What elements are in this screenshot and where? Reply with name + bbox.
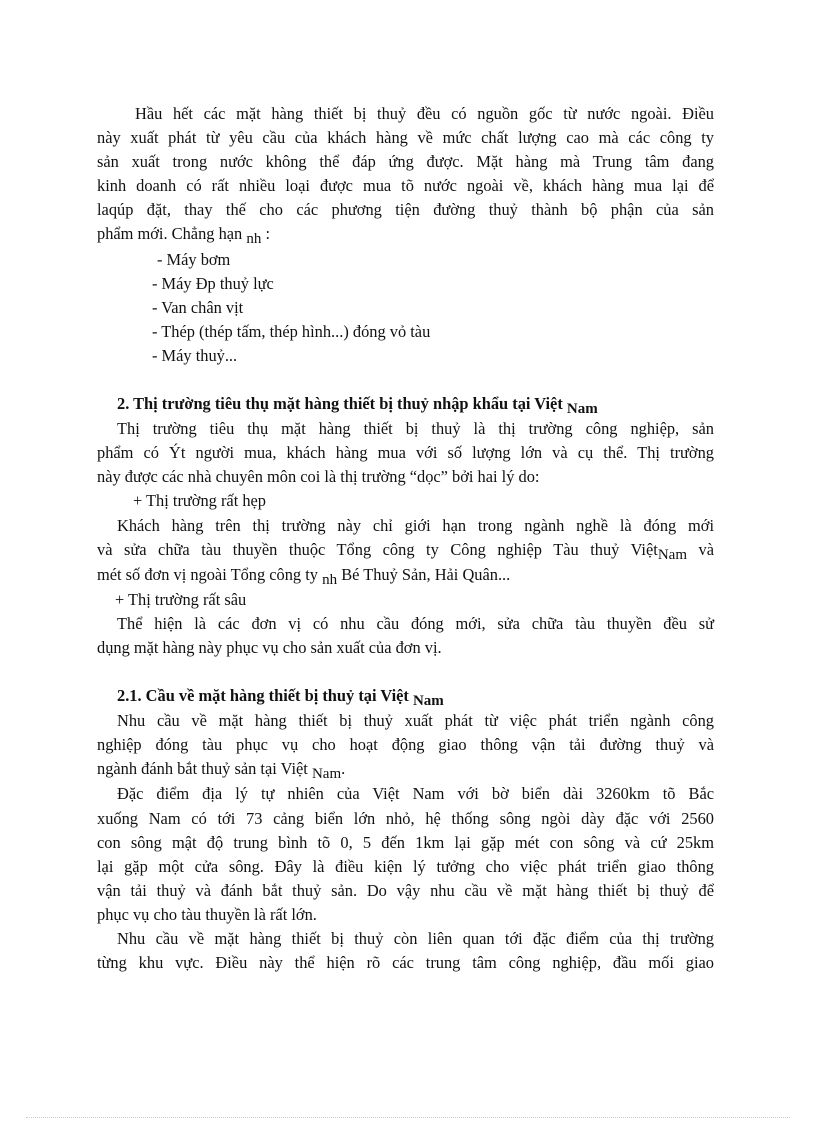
paragraph-geography	[97, 782, 714, 927]
heading-text: 2.1. Cầu về mặt hàng thiết bị thuỷ tại Việt	[117, 686, 409, 706]
list-item: - Thép (thép tấm, thép hình...) đóng vỏ tàu	[152, 321, 431, 341]
paragraph-line: Hầu hết các mặt hàng thiết bị thuỷ đều có nguồn gốc từ nước ngoài. Điều	[135, 104, 714, 123]
subscript-text: nh	[322, 571, 338, 588]
spacer	[97, 660, 714, 684]
paragraph-line: Thị trường tiêu thụ mặt hàng thiết bị thuỷ là thị trường công nghiệp, sản	[117, 419, 714, 439]
text-run: :	[265, 224, 271, 244]
spacer	[97, 368, 714, 392]
paragraph-line: phẩm có Ýt người mua, khách hàng mua với số lượng lớn và cụ thể. Thị trường	[97, 443, 714, 463]
paragraph-line: dụng mặt hàng này phục vụ cho sản xuất của đơn vị.	[97, 637, 442, 657]
paragraph-line	[97, 563, 714, 588]
paragraph-line: sản xuất trong nước không thể đáp ứng được. Mặt hàng mà Trung tâm đang	[97, 152, 714, 172]
subscript-text: Nam	[311, 766, 342, 783]
text-run: phẩm mới. Chẳng hạn	[97, 224, 243, 244]
list-item: - Máy bơm	[157, 249, 231, 269]
text-run: .	[341, 759, 346, 779]
paragraph-line: này xuất phát từ yêu cầu của khách hàng về mức chất lượng cao mà các công ty	[97, 128, 714, 148]
text-run: mét số đơn vị ngoài Tổng công ty	[97, 564, 318, 584]
equipment-list	[97, 248, 714, 368]
subsection-heading	[97, 684, 714, 709]
text-run: và	[687, 539, 714, 559]
paragraph-line: từng khu vực. Điều này thể hiện rõ các trung tâm công nghiệp, đầu mối giao	[97, 953, 714, 973]
paragraph-line	[97, 538, 714, 563]
heading-text: 2. Thị trường tiêu thụ mặt hàng thiết bị thuỷ nhập khẩu tại Việt	[117, 394, 563, 414]
paragraph-line	[97, 222, 714, 247]
bullet-plus: + Thị trường rất sâu	[115, 589, 247, 609]
paragraph-regional	[97, 927, 714, 975]
subscript-text: nh	[246, 231, 262, 248]
paragraph-line: Khách hàng trên thị trường này chỉ giới hạn trong ngành nghề là đóng mới	[117, 515, 714, 535]
paragraph-line: phục vụ cho tàu thuyền là rất lớn.	[97, 904, 317, 924]
subscript-text: Nam	[412, 693, 444, 710]
paragraph-line: Nhu cầu về mặt hàng thiết bị thuỷ xuất phát từ việc phát triển ngành công	[117, 711, 714, 731]
paragraph-line: Thể hiện là các đơn vị có nhu cầu đóng mới, sửa chữa tàu thuyền đều sử	[117, 613, 714, 633]
paragraph-line: lại gặp một cửa sông. Đây là điều kiện lý tưởng cho việc phát triển giao thông	[97, 856, 714, 876]
text-run: Bé Thuỷ Sản, Hải Quân...	[341, 564, 511, 584]
subscript-text: Nam	[657, 546, 687, 563]
list-item: - Máy thuỷ...	[152, 345, 238, 365]
subscript-text: Nam	[566, 401, 598, 418]
paragraph-line: xuống Nam có tới 73 cảng biển lớn nhỏ, hệ thống sông ngòi dày đặc với 2560	[97, 808, 714, 828]
paragraph-line: laqúp đặt, thay thế cho các phương tiện đường thuỷ thành bộ phận của sản	[97, 200, 714, 220]
text-run: ngành đánh bắt thuỷ sản tại Việt	[97, 759, 308, 779]
text-run: và sửa chữa tàu thuyền thuộc Tổng công ty Công nghiệp Tàu thuỷ Việt	[97, 539, 658, 559]
section-heading	[97, 392, 714, 417]
paragraph-line: vận tải thuỷ và đánh bắt thuỷ sản. Do vậy nhu cầu về mặt hàng thiết bị thuỷ để	[97, 880, 714, 900]
paragraph-line: Đặc điểm địa lý tự nhiên của Việt Nam với bờ biển dài 3260km tõ Bắc	[117, 784, 714, 804]
paragraph-intro	[97, 102, 714, 248]
paragraph-line: nghiệp đóng tàu phục vụ cho hoạt động giao thông vận tải đường thuỷ và	[97, 735, 714, 755]
paragraph-market	[97, 417, 714, 660]
paragraph-line: Nhu cầu về mặt hàng thiết bị thuỷ còn liên quan tới đặc điểm của thị trường	[117, 929, 714, 948]
paragraph-demand	[97, 709, 714, 782]
list-item: - Van chân vịt	[152, 297, 244, 317]
paragraph-line: kinh doanh có rất nhiều loại được mua tõ nước ngoài về, khách hàng mua lại để	[97, 176, 714, 196]
document-page	[97, 102, 714, 975]
page-bottom-border	[26, 1117, 790, 1118]
paragraph-line	[97, 757, 714, 782]
paragraph-line: này được các nhà chuyên môn coi là thị trường “dọc” bởi hai lý do:	[97, 467, 540, 487]
paragraph-line: con sông mật độ trung bình tõ 0, 5 đến 1km lại gặp mét con sông và cứ 25km	[97, 832, 714, 852]
bullet-plus: + Thị trường rất hẹp	[133, 491, 267, 511]
list-item: - Máy Ðp thuỷ lực	[152, 273, 274, 293]
